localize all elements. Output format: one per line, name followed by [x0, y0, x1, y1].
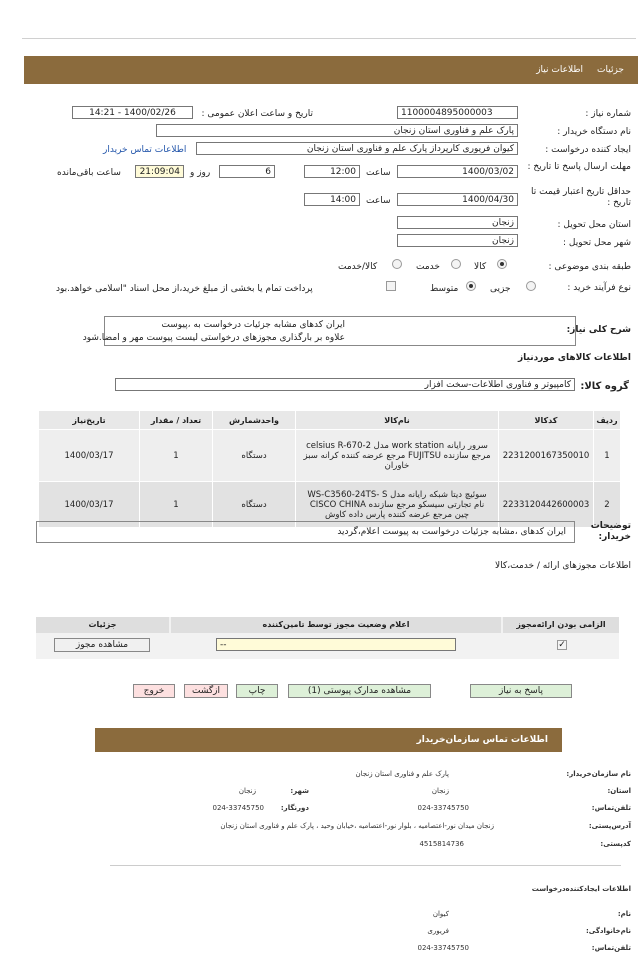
buyer-notes-box: ایران کدهای ،مشابه جزئیات درخواست به پیوست اعلام،گردید [36, 521, 575, 543]
contact-phone-value: 024-33745750 [417, 804, 469, 812]
group-field: کامپیوتر و فناوری اطلاعات-سخت افزار [115, 378, 575, 391]
need-number-field: 1100004895000003 [397, 106, 518, 119]
process-label: نوع فرآیند خرید : [567, 283, 631, 293]
need-number-label: شماره نیاز : [585, 109, 631, 119]
top-divider [22, 38, 636, 39]
deadline-date-field: 1400/03/02 [397, 165, 518, 178]
radio-goods-label: کالا [474, 262, 487, 272]
col-code: کدکالا [499, 411, 594, 430]
page-header [24, 56, 638, 84]
row-date: 1400/03/17 [39, 430, 140, 482]
days-field: 6 [219, 165, 275, 178]
radio-medium[interactable] [466, 281, 476, 291]
row-name: سوئیچ دیتا شبکه رایانه مدل WS-C3560-24TS- S نام تجارتی سیسکو مرجع سازنده CISCO CHINA چین مرجع عرضه کننده پارس داده کاوش [296, 482, 499, 528]
contact-phone-label: تلفن‌تماس: [591, 804, 631, 812]
creator-family-label: نام‌خانوادگی: [585, 927, 631, 935]
contact-divider [110, 865, 621, 866]
exit-button[interactable]: خروج [133, 684, 175, 698]
deadline-label: مهلت ارسال پاسخ تا تاریخ : [527, 162, 631, 172]
remaining-time-field: 21:09:04 [135, 165, 184, 178]
col-row: ردیف [594, 411, 621, 430]
contact-org-label: نام سازمان‌خریدار: [566, 770, 631, 778]
row-date: 1400/03/17 [39, 482, 140, 528]
view-permit-button[interactable]: مشاهده مجوز [54, 638, 150, 652]
payment-note: پرداخت تمام یا بخشی از مبلغ خرید،از محل اسناد "اسلامی خواهد.بود [56, 284, 313, 294]
tab-details[interactable]: جزئیات [597, 65, 624, 75]
row-qty: 1 [140, 482, 213, 528]
contact-fax-value: 024-33745750 [212, 804, 264, 812]
deadline-time-label: ساعت [366, 168, 391, 178]
row-qty: 1 [140, 430, 213, 482]
row-code: 2233120442600003 [499, 482, 594, 528]
radio-goods-service[interactable] [392, 259, 402, 269]
row-number: 1 [594, 430, 621, 482]
days-label: روز و [190, 168, 211, 178]
table-row [39, 430, 621, 482]
radio-medium-label: متوسط [430, 284, 459, 294]
contact-postal-value: 4515814736 [419, 840, 464, 848]
contact-section-title: اطلاعات تماس سازمان‌خریدار [416, 735, 548, 745]
col-permit-status: اعلام وضعیت مجوز توسط تامین‌کننده [171, 617, 501, 633]
col-permit-required: الزامی بودن ارائه‌مجوز [503, 617, 619, 633]
col-qty: تعداد / مقدار [140, 411, 213, 430]
attachments-button[interactable]: مشاهده مدارک پیوستی (1) [288, 684, 431, 698]
validity-time-field: 14:00 [304, 193, 360, 206]
permit-status-field: -- [216, 638, 456, 651]
row-name: سرور رایانه work station مدل celsius R-670-2 مرجع سازنده FUJITSU مرجع عرضه کننده کرانه سبز خاوران [296, 430, 499, 482]
contact-org-value: پارک علم و فناوری استان زنجان [355, 770, 449, 778]
validity-label: حداقل تاریخ اعتبار قیمت تا تاریخ : [531, 187, 631, 208]
creator-family-value: فریوری [427, 927, 449, 935]
col-permit-details: جزئیات [36, 617, 169, 633]
col-unit: واحدشمارش [213, 411, 296, 430]
goods-info-title: اطلاعات کالاهای مورد‌نیاز [517, 353, 631, 363]
announce-label: تاریخ و ساعت اعلان عمومی : [201, 109, 313, 119]
radio-goods-service-label: کالا/خدمت [338, 262, 378, 272]
validity-time-label: ساعت [366, 196, 391, 206]
province-field: زنجان [397, 216, 518, 229]
radio-service-label: خدمت [416, 262, 440, 272]
creator-phone-label: تلفن‌تماس: [591, 944, 631, 952]
validity-date-field: 1400/04/30 [397, 193, 518, 206]
permit-required-checkbox: ✓ [558, 640, 566, 650]
tab-need-info[interactable]: اطلاعات نیاز [536, 65, 583, 75]
creator-info-title: اطلاعات ایجادکننده‌درخواست [531, 885, 631, 893]
buyer-org-field: پارک علم و فناوری استان زنجان [156, 124, 518, 137]
radio-service[interactable] [451, 259, 461, 269]
remaining-label: ساعت باقی‌مانده [57, 168, 121, 178]
reply-button[interactable]: پاسخ به نیاز [470, 684, 572, 698]
row-unit: دستگاه [213, 430, 296, 482]
payment-checkbox[interactable] [386, 281, 396, 291]
print-button[interactable]: چاپ [236, 684, 278, 698]
permits-table [36, 617, 619, 659]
city-field: زنجان [397, 234, 518, 247]
summary-label: شرح کلی نیاز: [566, 325, 631, 335]
deadline-time-field: 12:00 [304, 165, 360, 178]
contact-section-header [95, 728, 562, 752]
goods-table [38, 410, 621, 528]
creator-phone-value: 024-33745750 [417, 944, 469, 952]
col-date: تاریخ‌نیاز [39, 411, 140, 430]
category-label: طبقه بندی موضوعی : [548, 262, 631, 272]
creator-name-value: کیوان [432, 910, 449, 918]
contact-address-label: آدرس‌پستی: [588, 822, 631, 830]
contact-fax-label: دورنگار: [280, 804, 309, 812]
radio-goods[interactable] [497, 259, 507, 269]
buyer-contact-link[interactable]: اطلاعات تماس خریدار [103, 145, 187, 155]
contact-city-value: زنجان [238, 787, 256, 795]
contact-province-label: استان: [607, 787, 631, 795]
row-code: 2231200167350010 [499, 430, 594, 482]
creator-label: ایجاد کننده درخواست : [545, 145, 631, 155]
contact-postal-label: کدپستی: [600, 840, 631, 848]
buyer-notes-label: توضیحات خریدار: [590, 521, 631, 542]
permits-title: اطلاعات مجوزهای ارائه / خدمت،کالا [495, 561, 631, 571]
contact-city-label: شهر: [290, 787, 309, 795]
province-label: استان محل تحویل : [557, 220, 631, 230]
radio-minor-label: جزیی [490, 284, 511, 294]
group-label: گروه کالا: [580, 381, 629, 392]
row-unit: دستگاه [213, 482, 296, 528]
summary-box [82, 316, 576, 346]
buyer-org-label: نام دستگاه خریدار : [557, 127, 631, 137]
row-number: 2 [594, 482, 621, 528]
contact-address-value: زنجان میدان نور-اعتصامیه ، بلوار نور-اعتصامیه ،خیابان وحید ، پارک علم و فناوری استان زنجان [220, 822, 494, 830]
back-button[interactable]: ازگشت [184, 684, 228, 698]
contact-province-value: زنجان [431, 787, 449, 795]
city-label: شهر محل تحویل : [562, 238, 631, 248]
announce-field: 1400/02/26 - 14:21 [72, 106, 193, 119]
summary-line2: علاوه بر بارگذاری مجوزهای درخواستی لیست پیوست مهر و امضا.شود [82, 333, 345, 343]
creator-name-label: نام: [617, 910, 631, 918]
summary-line1: ایران کدهای مشابه جزئیات درخواست به ،پیوست [161, 320, 345, 330]
creator-field: کیوان فریوری کارپرداز پارک علم و فناوری استان زنجان [196, 142, 518, 155]
radio-minor[interactable] [526, 281, 536, 291]
col-name: نام‌کالا [296, 411, 499, 430]
